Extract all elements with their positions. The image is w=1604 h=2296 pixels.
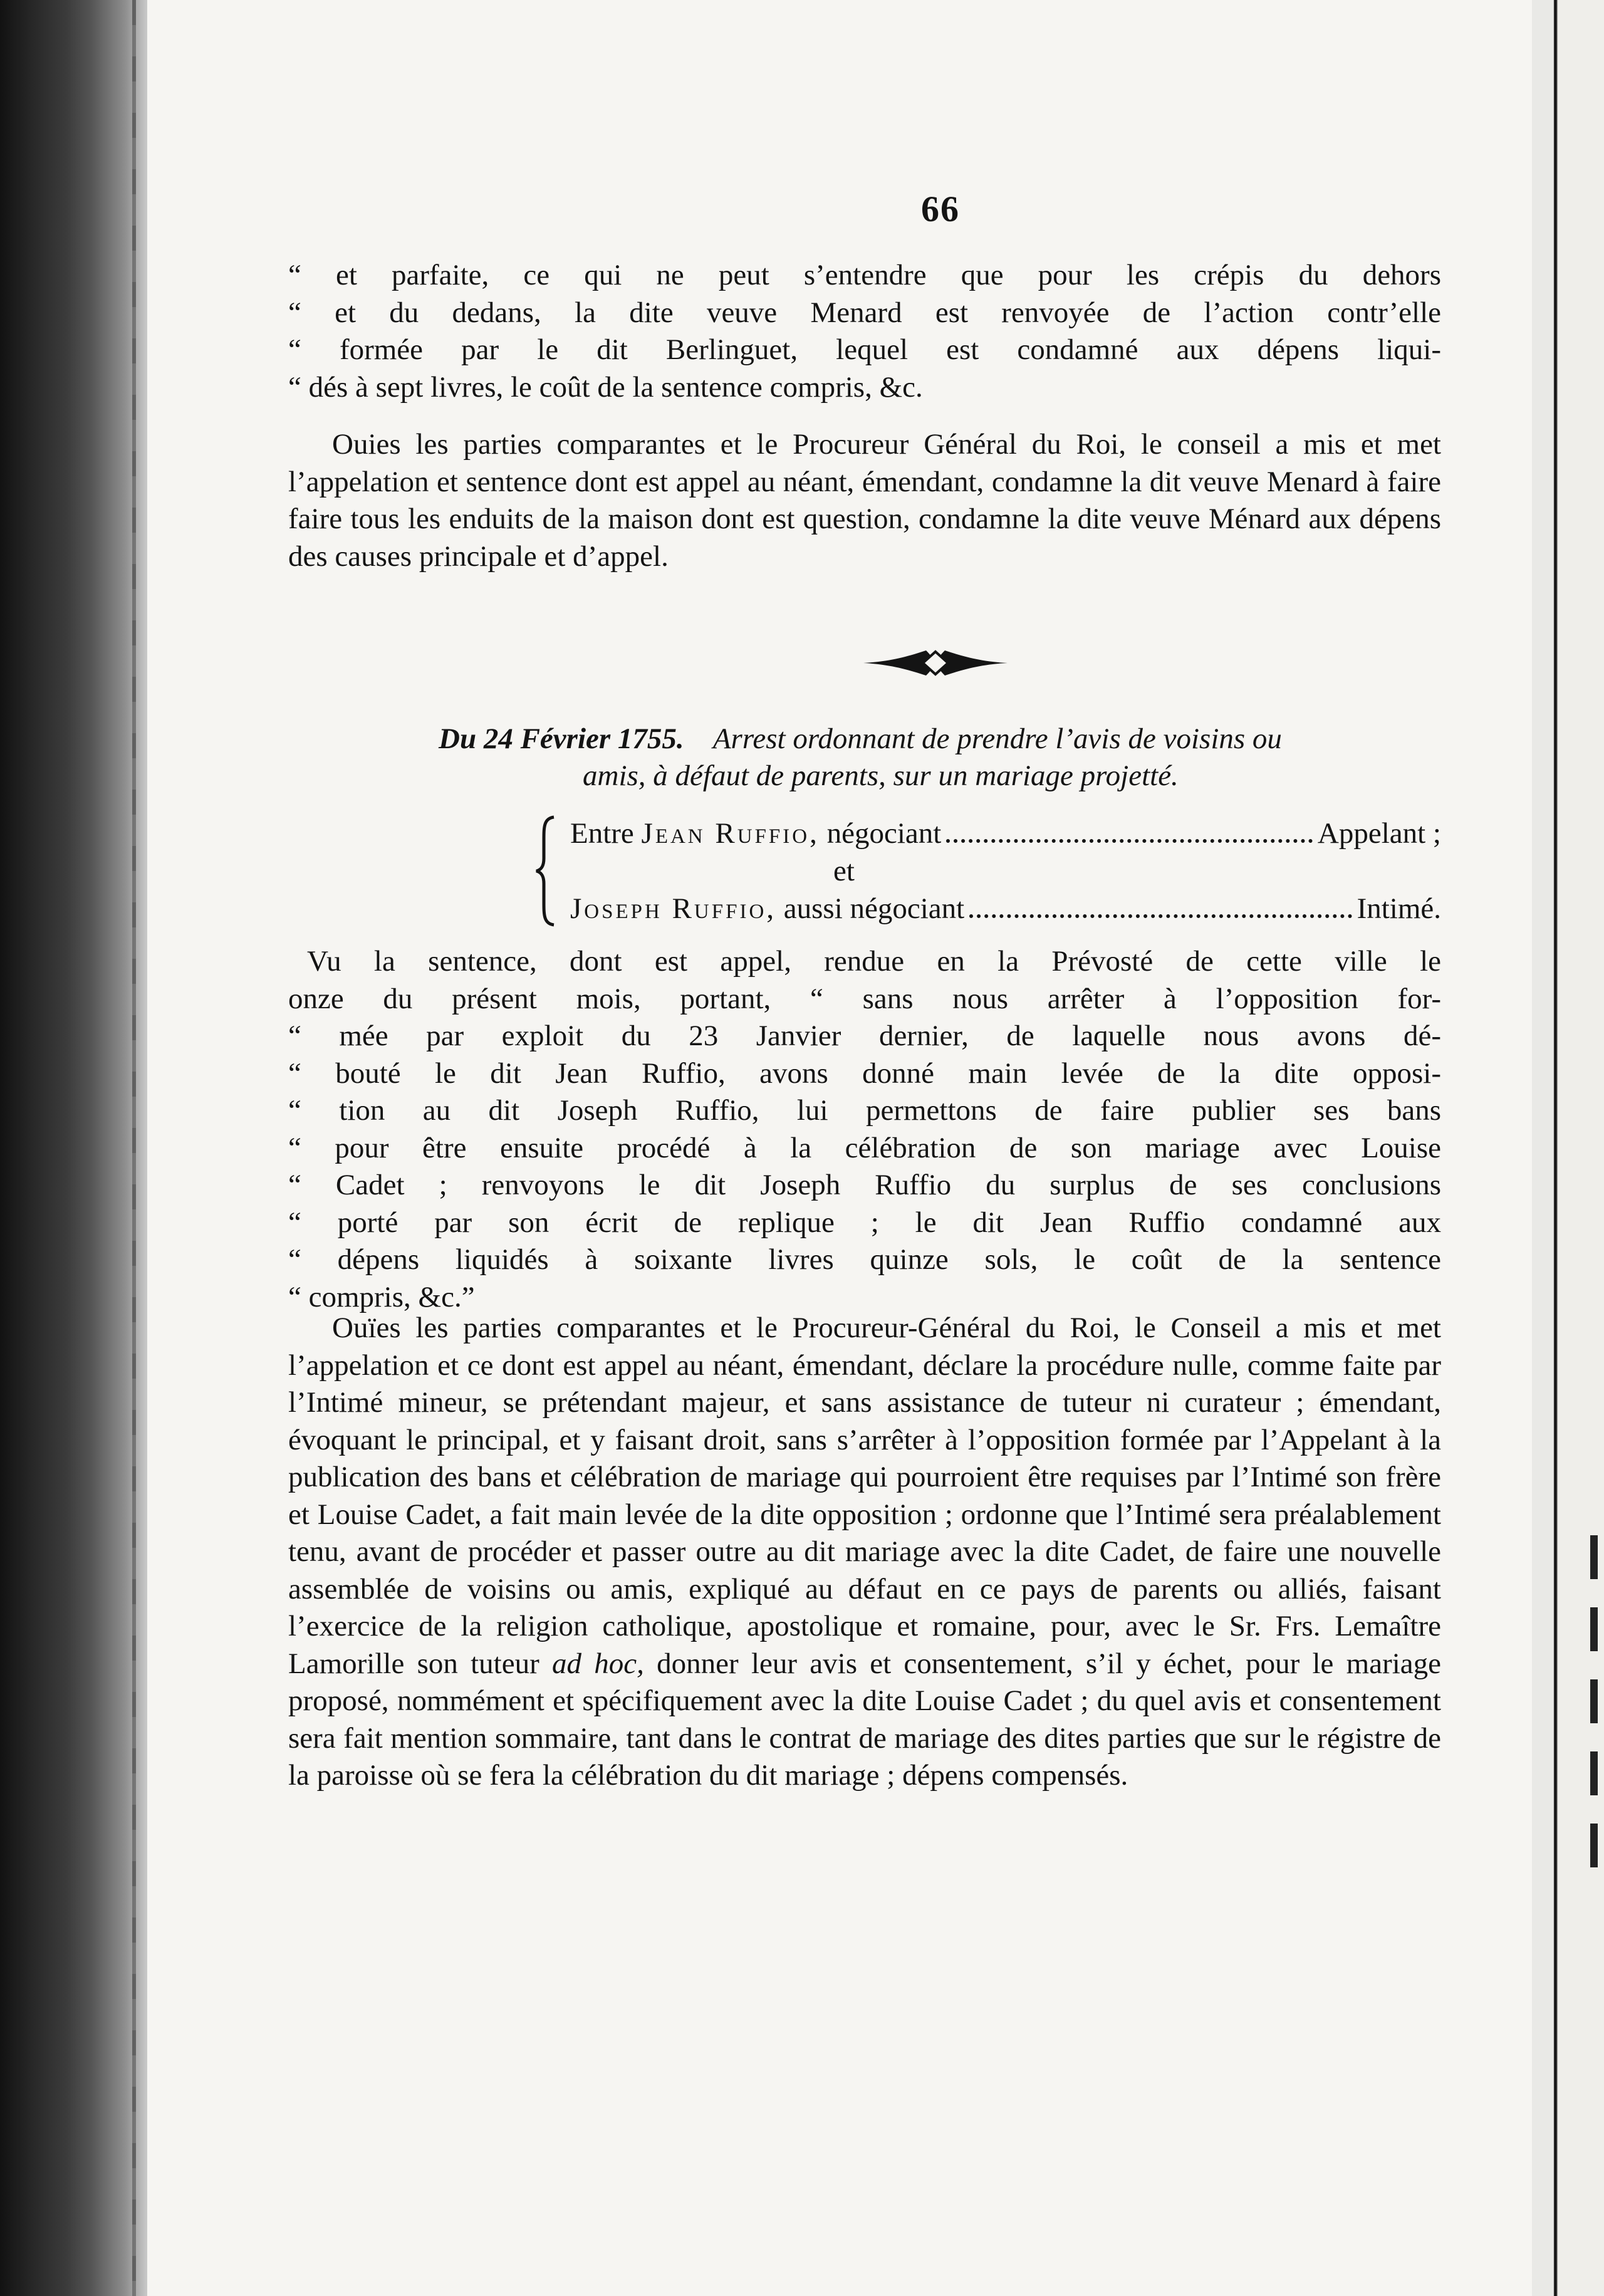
et-conjunction: et — [833, 855, 855, 887]
curly-brace-icon — [535, 815, 556, 927]
leader-dots — [969, 914, 1351, 918]
case-date: Du 24 Février 1755. — [439, 723, 684, 755]
quote-line: “ et parfaite, ce qui ne peut s’entendre que pour les crépis du dehors — [288, 259, 1441, 291]
case-title-line-2: amis, à défaut de parents, sur un mariage projetté. — [583, 759, 1179, 792]
respondent-role: Intimé. — [1357, 892, 1441, 925]
scan-right-edge — [1532, 0, 1604, 2296]
quote-line: “ formée par le dit Berlinguet, lequel est condamné aux dépens liqui- — [288, 333, 1441, 366]
sentence-line: “ mée par exploit du 23 Janvier dernier, de laquelle nous avons dé- — [288, 1020, 1441, 1052]
sentence-line: “ porté par son écrit de replique ; le dit Jean Ruffio condamné aux — [288, 1206, 1441, 1239]
sentence-paragraph — [288, 943, 1441, 1316]
judgment-2-text-b: donner leur avis et consentement, s’il y échet, pour le mariage proposé, nommément et spécifiquement avec la dite Louise Cadet ; du quel avis et consentement sera fait mention sommaire, tant dans le contrat de mariage des dites parties que sur le régistre de la paroisse où se fera la célébration du dit mariage ; dépens compensés. — [288, 1647, 1442, 1792]
appellant-row — [545, 815, 1441, 852]
judgment-paragraph-1: Ouies les parties comparantes et le Procureur Général du Roi, le conseil a mis et met l’appelation et sentence dont est appel au néant, émendant, condamne la dit veuve Menard à faire faire tous les enduits de la maison dont est question, condamne la dite veuve Ménard aux dépens des causes principale et d’appel. — [288, 428, 1441, 573]
printer-fleuron-ornament-icon — [863, 645, 1008, 681]
sentence-line: “ tion au dit Joseph Ruffio, lui permettons de faire publier ses bans — [288, 1094, 1441, 1127]
facing-page-marks — [1573, 1535, 1598, 1896]
sentence-line: “ Cadet ; renvoyons le dit Joseph Ruffio du surplus de ses conclusions — [288, 1169, 1441, 1201]
leader-dots — [946, 839, 1313, 843]
quote-continuation — [288, 257, 1441, 406]
sentence-line: “ dépens liquidés à soixante livres quinze sols, le coût de la sentence — [288, 1243, 1441, 1276]
judgment-2-ad-hoc: ad hoc, — [552, 1647, 644, 1680]
judgment-paragraph-2 — [288, 1310, 1441, 1795]
quote-line: “ et du dedans, la dite veuve Menard est renvoyée de l’action contr’elle — [288, 296, 1441, 329]
appellant-role: Appelant ; — [1317, 817, 1441, 850]
page-number: 66 — [921, 189, 960, 229]
sentence-line: “ bouté le dit Jean Ruffio, avons donné main levée de la dite opposi- — [288, 1057, 1441, 1090]
respondent-description: aussi négociant — [783, 892, 965, 925]
quote-line: “ dés à sept livres, le coût de la sentence compris, &c. — [288, 370, 923, 404]
case-title: Arrest ordonnant de prendre l’avis de voisins ou — [712, 723, 1282, 755]
sentence-line: “ compris, &c.” — [288, 1280, 475, 1313]
respondent-name: Joseph Ruffio, — [570, 892, 777, 925]
respondent-row — [545, 890, 1441, 927]
sentence-line: “ pour être ensuite procédé à la célébration de son mariage avec Louise — [288, 1131, 1441, 1164]
judgment-2-text-a: Ouïes les parties comparantes et le Procureur-Général du Roi, le Conseil a mis et met l’appelation et ce dont est appel au néant, émendant, déclare la procédure nulle, comme faite par l’Intimé mineur, se prétendant majeur, et sans assistance de tuteur ni curateur ; émendant, évoquant le principal, et y faisant droit, sans s’arrêter à l’opposition formée par l’Appelant à la publication des bans et célébration de mariage qui pourroient être requises par l’Intimé son frère et Louise Cadet, a fait main levée de la dite opposition ; ordonne que l’Intimé sera préalablement tenu, avant de procéder et passer outre au dit mariage avec la dite Cadet, de faire une nouvelle assemblée de voisins ou amis, expliqué au défaut en ce pays de parents ou alliés, faisant l’exercice de la religion catholique, apostolique et romaine, pour, avec le Sr. Frs. Lemaître Lamorille son tuteur — [288, 1312, 1441, 1680]
appellant-name: Jean Ruffio, — [641, 817, 820, 850]
sentence-line: Vu la sentence, dont est appel, rendue en la Prévosté de cette ville le — [307, 945, 1441, 978]
appellant-description: négociant — [826, 817, 942, 850]
entre-label: Entre — [570, 817, 634, 850]
scan-left-edge — [0, 0, 147, 2296]
case-heading — [439, 721, 1441, 795]
parties-block — [545, 815, 1441, 927]
sentence-line: onze du présent mois, portant, “ sans nous arrêter à l’opposition for- — [288, 982, 1441, 1015]
